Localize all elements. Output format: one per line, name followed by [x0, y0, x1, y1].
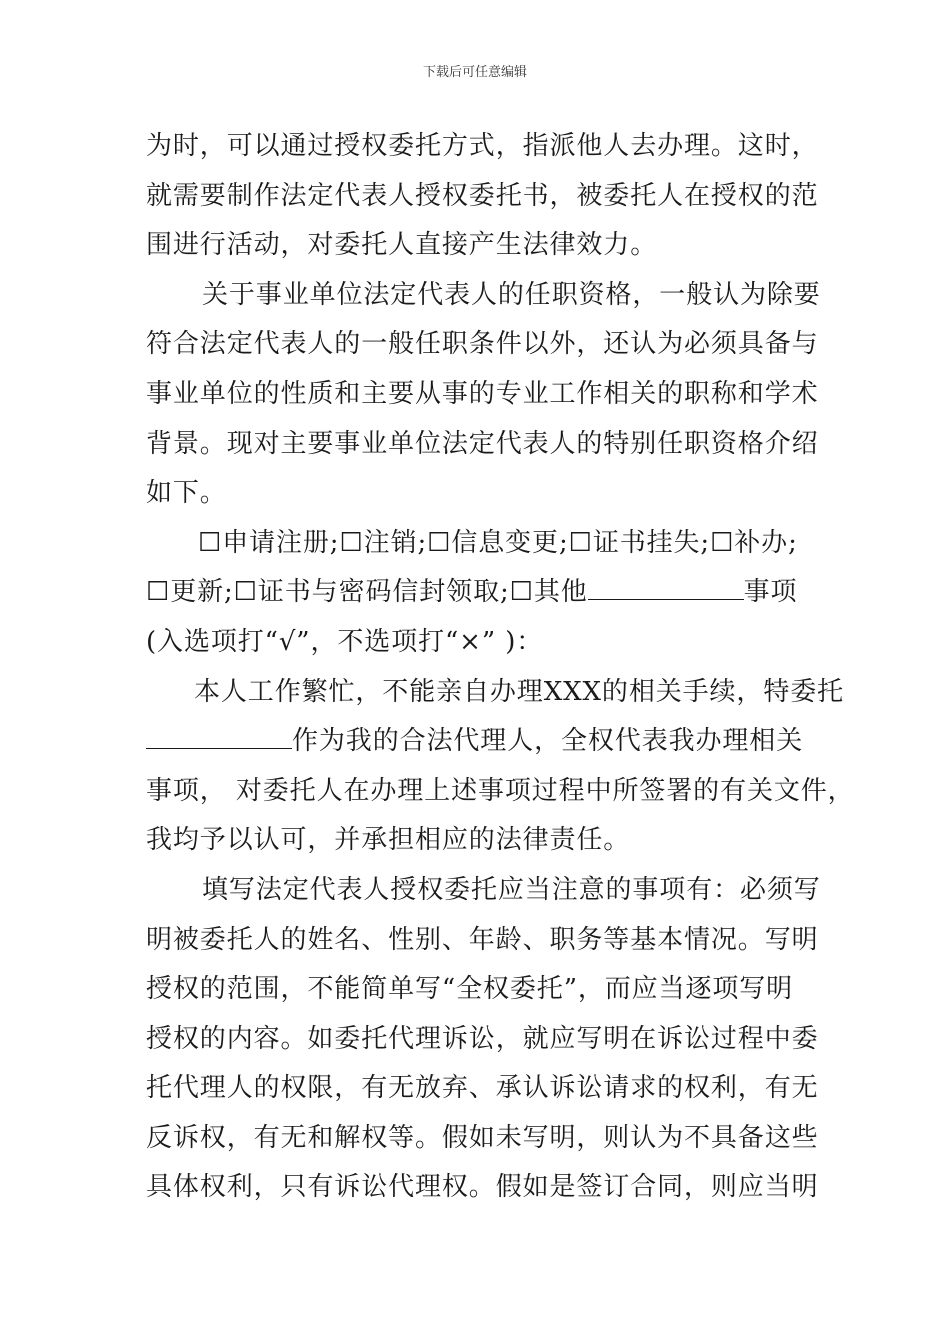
text-line: 围进行活动，对委托人直接产生法律效力。: [146, 230, 658, 261]
paragraph-filling-notes: [146, 866, 821, 1213]
checkbox-options-text: ☐更新;☐证书与密码信封领取;☐其他: [146, 577, 588, 608]
text-line: 授权的范围，不能简单写“全权委托”，而应当逐项写明: [146, 974, 794, 1005]
agent-name-blank[interactable]: [146, 722, 292, 749]
text-line: 具体权利，只有诉讼代理权。假如是签订合同，则应当明: [146, 1172, 819, 1203]
text-line: 填写法定代表人授权委托应当注意的事项有：必须写: [202, 874, 821, 905]
text-line: 明被委托人的姓名、性别、年龄、职务等基本情况。写明: [146, 924, 819, 955]
document-body: [146, 122, 855, 1213]
text-line: [146, 717, 816, 767]
text-line: 如下。: [146, 478, 227, 509]
text-line: 符合法定代表人的一般任职条件以外，还认为必须具备与: [146, 329, 819, 360]
text-line: 授权的内容。如委托代理诉讼，就应写明在诉讼过程中委: [146, 1023, 819, 1054]
paragraph-authorization-intro: [146, 122, 819, 271]
text-line: 就需要制作法定代表人授权委托书，被委托人在授权的范: [146, 180, 819, 211]
paragraph-qualifications: [146, 271, 821, 519]
matter-label: 事项: [743, 577, 798, 608]
agent-role-text: 作为我的合法代理人，全权代表我办理相关: [292, 726, 804, 757]
paragraph-checkbox-options: [146, 519, 816, 668]
text-line: 我均予以认可，并承担相应的法律责任。: [146, 825, 631, 856]
text-line: 托代理人的权限，有无放弃、承认诉讼请求的权利，有无: [146, 1073, 819, 1104]
text-line: 反诉权，有无和解权等。假如未写明，则认为不具备这些: [146, 1122, 819, 1153]
text-line: 关于事业单位法定代表人的任职资格，一般认为除要: [202, 279, 821, 310]
page-header: 下载后可任意编辑: [422, 65, 527, 80]
text-line: 背景。现对主要事业单位法定代表人的特别任职资格介绍: [146, 428, 819, 459]
selection-instruction: (入选项打“√”，不选项打“×” )：: [146, 626, 544, 657]
checkbox-options-line: ☐申请注册;☐注销;☐信息变更;☐证书挂失;☐补办;: [198, 527, 798, 558]
text-line: 本人工作繁忙，不能亲自办理XXX的相关手续，特委托: [194, 676, 845, 707]
checkbox-options-line: [146, 568, 816, 618]
other-matter-blank[interactable]: [588, 573, 744, 600]
text-line: 事项， 对委托人在办理上述事项过程中所签署的有关文件，: [146, 775, 855, 806]
text-line: 为时，可以通过授权委托方式，指派他人去办理。这时，: [146, 131, 819, 161]
paragraph-entrustment-statement: [146, 668, 855, 866]
text-line: 事业单位的性质和主要从事的专业工作相关的职称和学术: [146, 378, 819, 409]
